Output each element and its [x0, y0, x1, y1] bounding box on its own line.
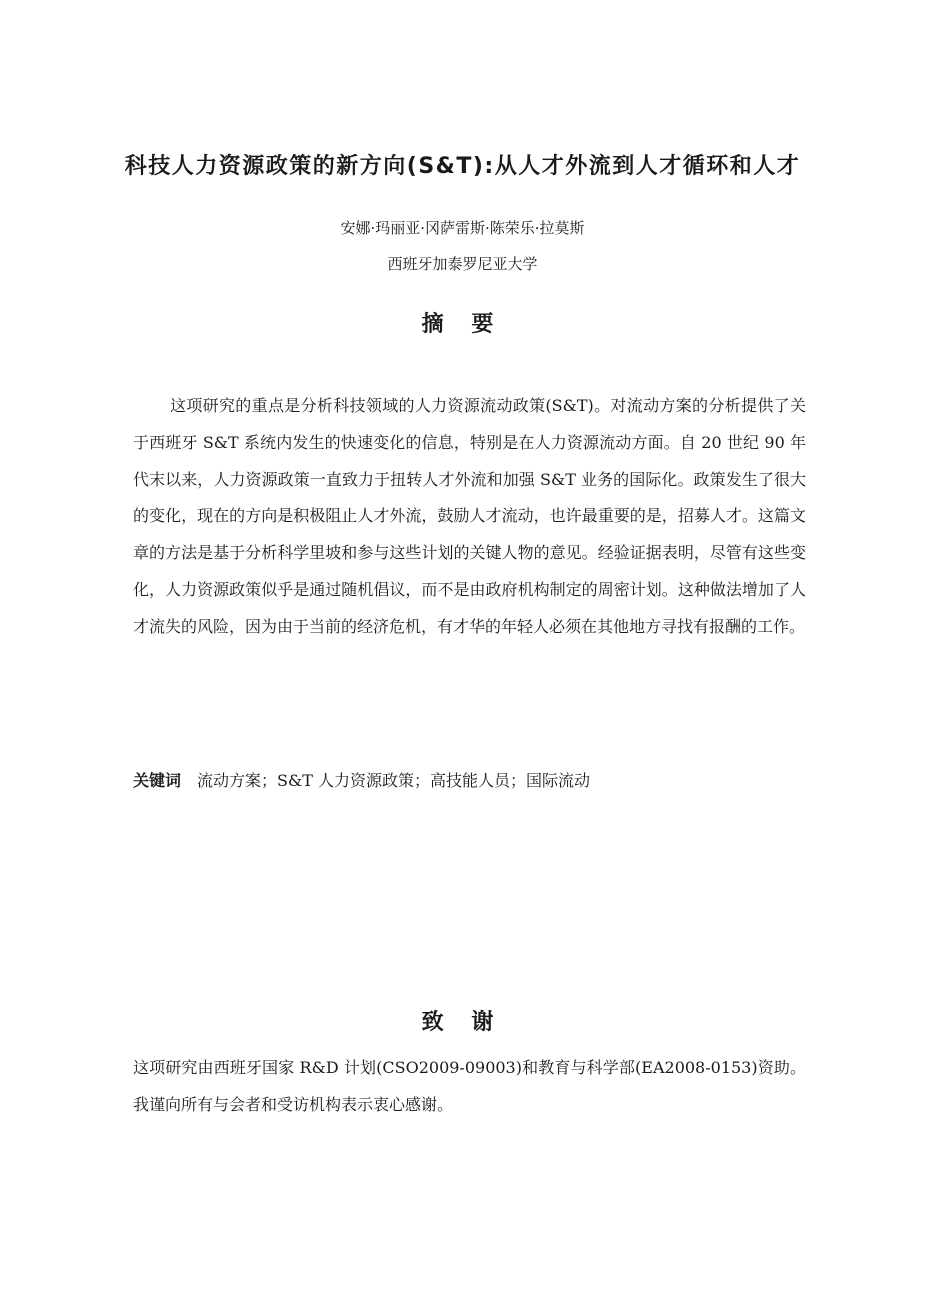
acknowledgements-paragraph: 这项研究由西班牙国家 R&D 计划(CSO2009-09003)和教育与科学部(EA2008-0153)资助。我谨向所有与会者和受访机构表示衷心感谢。 [133, 1058, 806, 1114]
acknowledgements-heading: 致 谢 [421, 1010, 504, 1035]
author-list: 安娜·玛丽亚·冈萨雷斯·陈荣乐·拉莫斯 [340, 219, 585, 237]
keywords-line [133, 765, 806, 797]
keywords-text: 流动方案；S&T 人力资源政策；高技能人员；国际流动 [197, 771, 590, 790]
keywords-label: 关键词 [133, 771, 182, 790]
abstract-paragraph: 这项研究的重点是分析科技领域的人力资源流动政策(S&T)。对流动方案的分析提供了关于西班牙 S&T 系统内发生的快速变化的信息，特别是在人力资源流动方面。自 20 世纪 90 年代末以来，人力资源政策一直致力于扭转人才外流和加强 S&T 业务的国际化。政策发生了很大的变化，现在的方向是积极阻止人才外流，鼓励人才流动，也许最重要的是，招募人才。这篇文章的方法是基于分析科学里坡和参与这些计划的关键人物的意见。经验证据表明，尽管有这些变化，人力资源政策似乎是通过随机倡议，而不是由政府机构制定的周密计划。这种做法增加了人才流失的风险，因为由于当前的经济危机，有才华的年轻人必须在其他地方寻找有报酬的工作。 [133, 396, 806, 636]
paper-title: 科技人力资源政策的新方向(S&T):从人才外流到人才循环和人才 [124, 154, 801, 179]
abstract-heading: 摘 要 [421, 312, 504, 337]
author-affiliation: 西班牙加泰罗尼亚大学 [387, 255, 538, 273]
